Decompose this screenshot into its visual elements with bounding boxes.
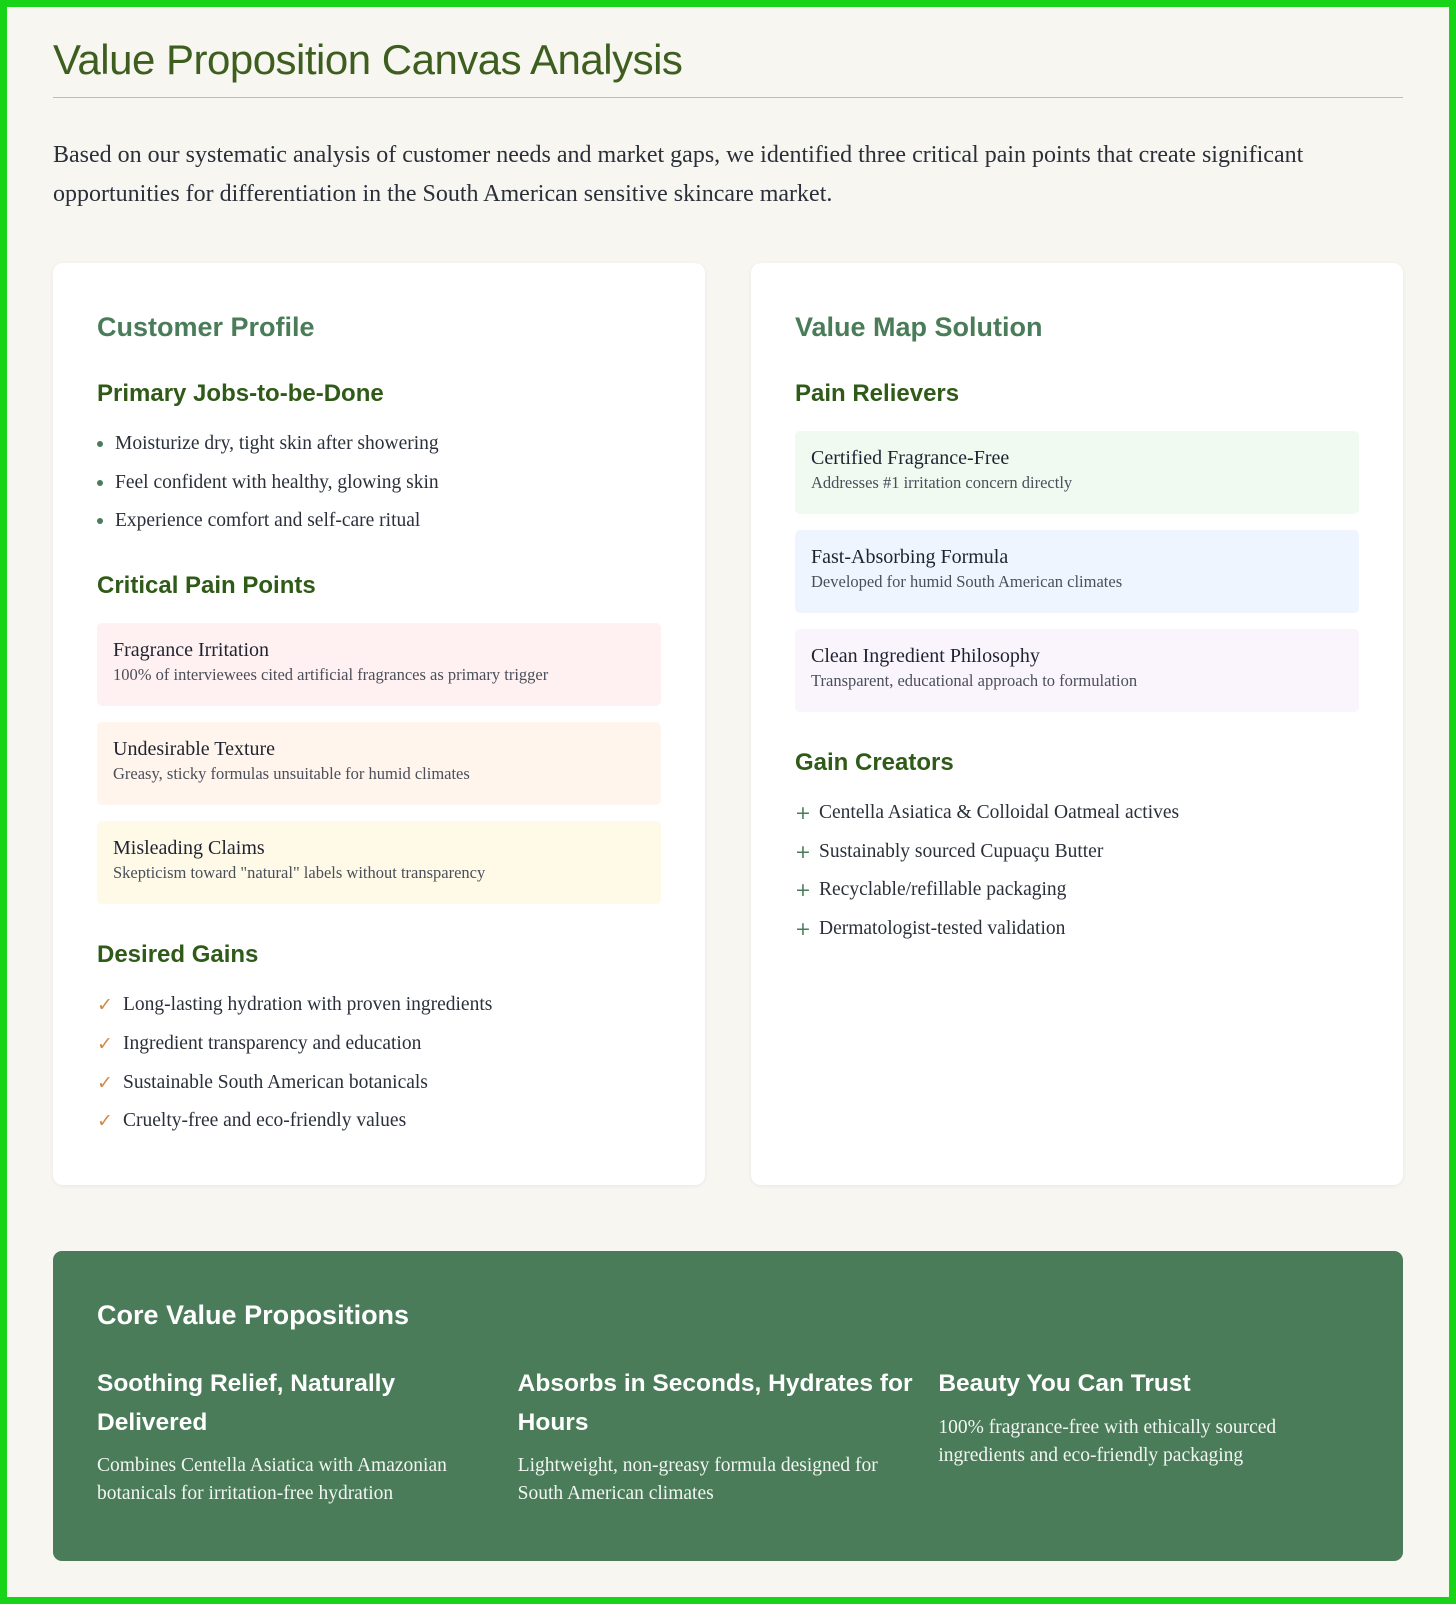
gains-title: Desired Gains	[97, 941, 259, 969]
checkmark-icon: ✓	[97, 1032, 113, 1055]
pain-title: Fragrance Irritation	[113, 639, 270, 662]
pains-list	[97, 623, 661, 904]
job-text: Moisturize dry, tight skin after showering	[115, 433, 439, 454]
plus-icon: +	[795, 918, 811, 941]
plus-icon: +	[795, 802, 811, 824]
creators-title: Gain Creators	[795, 749, 954, 776]
jobs-title: Primary Jobs-to-be-Done	[97, 380, 384, 407]
proposition-desc: Combines Centella Asiatica with Amazonian botanicals for irritation-free hydration	[97, 1455, 447, 1504]
proposition-desc: 100% fragrance-free with ethically sourced ingredients and eco-friendly packaging	[938, 1416, 1277, 1466]
list-item	[795, 871, 1359, 910]
pain-desc: Skepticism toward "natural" labels without transparency	[113, 863, 486, 883]
pain-desc: Greasy, sticky formulas unsuitable for humid climates	[113, 764, 470, 784]
reliever-card-fast-absorbing	[795, 530, 1359, 613]
page	[53, 29, 1403, 1504]
checkmark-icon: ✓	[97, 1110, 113, 1133]
proposition-desc: Lightweight, non-greasy formula designed for South American climates	[517, 1455, 878, 1504]
creator-text: Recyclable/refillable packaging	[819, 879, 1067, 901]
gain-text: Ingredient transparency and education	[123, 1032, 422, 1054]
gain-text: Long-lasting hydration with proven ingredients	[123, 994, 493, 1016]
list-item	[795, 794, 1359, 833]
bullet-icon	[97, 441, 103, 447]
reliever-title: Certified Fragrance-Free	[811, 447, 1010, 469]
reliever-card-clean-ingredient	[795, 629, 1359, 712]
gain-text: Cruelty-free and eco-friendly values	[123, 1110, 407, 1132]
relievers-title: Pain Relievers	[795, 380, 960, 407]
list-item	[97, 502, 661, 541]
pain-title: Undesirable Texture	[113, 738, 276, 761]
reliever-desc: Addresses #1 irritation concern directly	[811, 473, 1073, 492]
pain-card-texture	[97, 722, 661, 805]
plus-icon: +	[795, 879, 811, 902]
list-item	[97, 425, 661, 464]
job-text: Experience comfort and self-care ritual	[115, 510, 421, 532]
gain-text: Sustainable South American botanicals	[123, 1071, 428, 1093]
gains-list	[97, 986, 661, 1141]
core-columns	[97, 1365, 1359, 1508]
list-item	[97, 1064, 661, 1103]
bullet-icon	[97, 480, 103, 486]
canvas-columns	[53, 263, 1403, 1185]
creator-text: Centella Asiatica & Colloidal Oatmeal actives	[819, 802, 1180, 823]
reliever-desc: Transparent, educational approach to formulation	[811, 671, 1138, 690]
page-title: Value Proposition Canvas Analysis	[53, 29, 1403, 98]
list-item	[97, 1025, 661, 1064]
reliever-desc: Developed for humid South American climates	[811, 572, 1123, 591]
value-map-card	[751, 263, 1403, 1185]
reliever-card-fragrance-free	[795, 431, 1359, 514]
core-proposition	[518, 1365, 939, 1508]
pain-card-fragrance	[97, 623, 661, 706]
creator-text: Dermatologist-tested validation	[819, 918, 1066, 940]
list-item	[97, 1102, 661, 1141]
pain-desc: 100% of interviewees cited artificial fragrances as primary trigger	[113, 665, 549, 685]
core-proposition	[938, 1365, 1359, 1508]
proposition-title: Absorbs in Seconds, Hydrates for Hours	[517, 1370, 913, 1436]
creator-text: Sustainably sourced Cupuaçu Butter	[819, 840, 1104, 862]
relievers-list	[795, 431, 1359, 712]
pains-title: Critical Pain Points	[97, 572, 316, 600]
list-item	[795, 910, 1359, 949]
reliever-title: Fast-Absorbing Formula	[811, 546, 1009, 568]
checkmark-icon: ✓	[97, 1071, 113, 1094]
reliever-title: Clean Ingredient Philosophy	[811, 645, 1040, 667]
core-title: Core Value Propositions	[97, 1300, 410, 1330]
checkmark-icon: ✓	[97, 994, 113, 1017]
job-text: Feel confident with healthy, glowing skin	[115, 471, 439, 493]
pain-card-claims	[97, 821, 661, 904]
intro-paragraph: Based on our systematic analysis of customer needs and market gaps, we identified three critical pain points that create significant opportunities for differentiation in the South American sensitive skincare market.	[53, 142, 1304, 207]
pain-title: Misleading Claims	[113, 837, 265, 860]
list-item	[97, 464, 661, 503]
proposition-title: Soothing Relief, Naturally Delivered	[97, 1370, 396, 1436]
bullet-icon	[97, 518, 103, 524]
creators-list	[795, 794, 1359, 949]
list-item	[97, 986, 661, 1025]
customer-profile-card	[53, 263, 705, 1185]
plus-icon: +	[795, 840, 811, 863]
proposition-title: Beauty You Can Trust	[938, 1370, 1191, 1397]
customer-profile-title: Customer Profile	[97, 312, 315, 342]
value-map-title: Value Map Solution	[795, 312, 1043, 342]
list-item	[795, 833, 1359, 872]
core-value-propositions	[53, 1251, 1403, 1561]
jobs-list	[97, 425, 661, 541]
core-proposition	[97, 1365, 518, 1508]
